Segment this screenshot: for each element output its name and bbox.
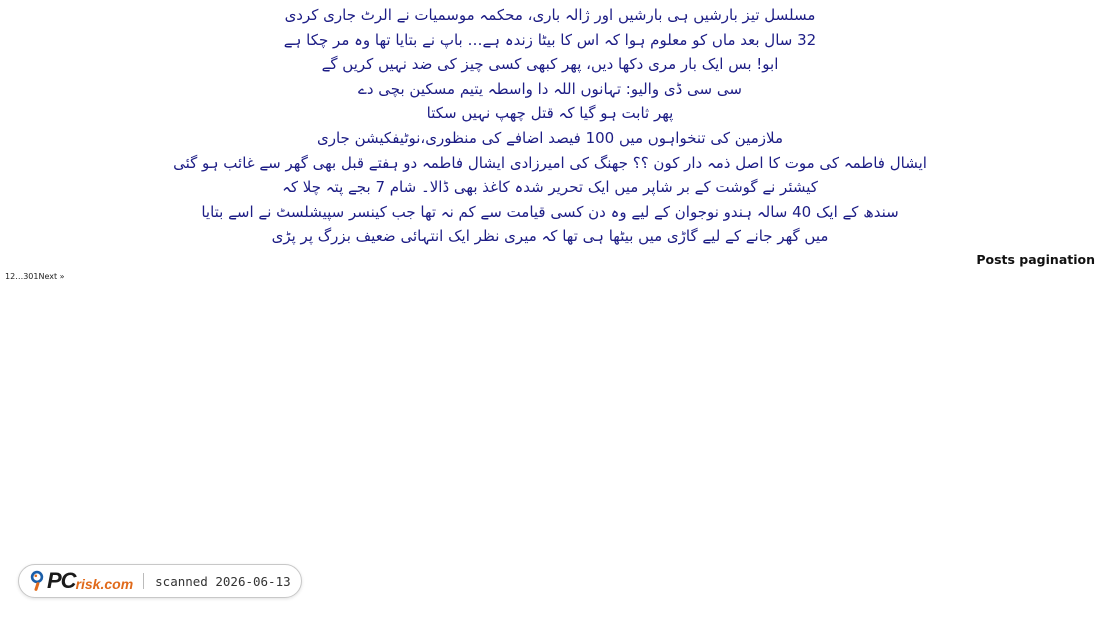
scan-date-text: scanned 2026-06-13 <box>155 573 291 589</box>
headline-link[interactable]: ملازمین کی تنخواہوں میں 100 فیصد اضافے کی منظوری،نوٹیفکیشن جاری <box>317 128 783 147</box>
headline-item <box>0 77 1100 102</box>
headline-item <box>0 126 1100 151</box>
headline-item <box>0 224 1100 249</box>
headline-link[interactable]: سندھ کے ایک 40 سالہ ہندو نوجوان کے لیے وہ دن کسی قیامت سے کم نہ تھا جب کینسر سپیشلسٹ نے اسے بتایا <box>201 202 899 221</box>
brand-pc-text: PC <box>47 568 76 593</box>
page-link-last[interactable]: 301 <box>23 272 39 281</box>
headline-list <box>0 3 1100 249</box>
headline-link[interactable]: ایشال فاطمہ کی موت کا اصل ذمہ دار کون ؟؟ جھنگ کی امیرزادی ایشال فاطمہ دو ہفتے قبل بھی گھر سے غائب ہو گئی <box>173 153 927 172</box>
brand-risk-text: risk.com <box>75 576 134 592</box>
headline-item <box>0 3 1100 28</box>
headline-item <box>0 52 1100 77</box>
headline-link[interactable]: سی سی ڈی والیو: تہانوں اللہ دا واسطہ یتیم مسکین بچی دے <box>358 79 742 98</box>
headline-item <box>0 28 1100 53</box>
headline-link[interactable]: ابو! بس ایک بار مری دکھا دیں، پھر کبھی کسی چیز کی ضد نہیں کریں گے <box>321 55 779 74</box>
headline-link[interactable]: پھر ثابت ہو گیا کہ قتل چھپ نہیں سکتا <box>426 104 674 123</box>
headline-link[interactable]: 32 سال بعد ماں کو معلوم ہوا کہ اس کا بیٹا زندہ ہے… باپ نے بتایا تھا وہ مر چکا ہے <box>283 30 817 49</box>
headline-item <box>0 101 1100 126</box>
pagination-dots: … <box>15 272 24 281</box>
headline-item <box>0 151 1100 176</box>
next-page-link[interactable]: Next » <box>38 272 65 281</box>
pagination <box>5 272 65 281</box>
headline-item <box>0 175 1100 200</box>
badge-divider <box>143 573 144 589</box>
headline-link[interactable]: کیشئر نے گوشت کے بر شاپر میں ایک تحریر شدہ کاغذ بھی ڈالا۔ شام 7 بجے پتہ چلا کہ <box>282 178 818 197</box>
headline-link[interactable]: میں گھر جانے کے لیے گاڑی میں بیٹھا ہی تھا کہ میری نظر ایک انتہائی ضعیف بزرگ پر پڑی <box>271 227 829 246</box>
page-link-2[interactable]: 2 <box>10 272 16 281</box>
headline-link[interactable]: مسلسل تیز بارشیں ہی بارشیں اور ژالہ باری، محکمہ موسمیات نے الرٹ جاری کردی <box>284 6 816 24</box>
magnifier-icon <box>29 570 45 592</box>
scan-badge <box>18 564 302 598</box>
pcrisk-logo <box>29 569 133 593</box>
headline-item <box>0 200 1100 225</box>
pagination-heading: Posts pagination <box>976 252 1095 267</box>
page-link-1[interactable]: 1 <box>5 272 11 281</box>
